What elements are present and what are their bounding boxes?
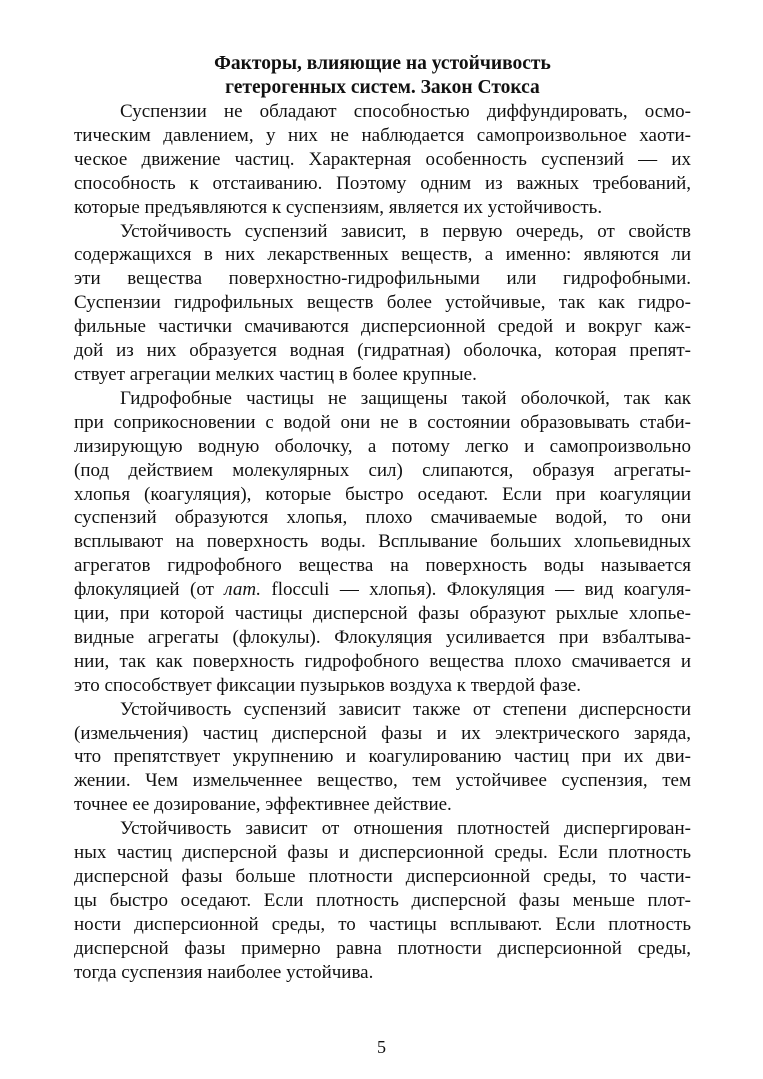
title-line-2: гетерогенных систем. Закон Стокса bbox=[225, 77, 540, 98]
text-line: тическим давлением, у них не наблюдается самопроизвольное хаоти- bbox=[74, 124, 691, 146]
text-line: которые предъявляются к суспензиям, является их устойчивость. bbox=[74, 196, 603, 218]
paragraph bbox=[74, 698, 691, 818]
latin-abbreviation: лат. bbox=[224, 579, 262, 601]
page-title bbox=[74, 52, 691, 100]
text-line: ных частиц дисперсной фазы и дисперсионной среды. Если плотность bbox=[74, 842, 691, 864]
page-number: 5 bbox=[377, 1037, 386, 1057]
text-line: способность к отстаиванию. Поэтому одним из важных требований, bbox=[74, 172, 691, 194]
paragraph bbox=[74, 817, 691, 984]
text-line: лизирующую водную оболочку, а потому легко и самопроизвольно bbox=[74, 435, 691, 457]
text-line: видные агрегаты (флокулы). Флокуляция усиливается при взбалтыва- bbox=[74, 626, 691, 648]
text-line: (измельчения) частиц дисперсной фазы и их электрического заряда, bbox=[74, 722, 691, 744]
text-line: ности дисперсионной среды, то частицы всплывают. Если плотность bbox=[74, 913, 691, 935]
text-line: фильные частички смачиваются дисперсионной средой и вокруг каж- bbox=[74, 316, 691, 338]
body-text bbox=[74, 100, 691, 985]
text-line: дисперсной фазы примерно равна плотности дисперсионной среды, bbox=[74, 937, 691, 959]
text-line: ческое движение частиц. Характерная особенность суспензий — их bbox=[74, 148, 691, 170]
text-line: агрегатов гидрофобного вещества на поверхность воды называется bbox=[74, 555, 691, 577]
text-line: цы быстро оседают. Если плотность дисперсной фазы меньше плот- bbox=[74, 889, 691, 911]
text-line: жении. Чем измельченнее вещество, тем устойчивее суспензия, тем bbox=[74, 770, 691, 792]
text-line: Устойчивость зависит от отношения плотностей диспергирован- bbox=[120, 818, 691, 840]
paragraph bbox=[74, 220, 691, 387]
text-line: Устойчивость суспензий зависит также от степени дисперсности bbox=[120, 698, 691, 720]
text-line: нии, так как поверхность гидрофобного вещества плохо смачивается и bbox=[74, 650, 691, 672]
text-line: дисперсной фазы больше плотности дисперсионной среды, то части- bbox=[74, 866, 691, 887]
text-line: всплывают на поверхность воды. Всплывание больших хлопьевидных bbox=[74, 531, 691, 553]
text-line: флокуляцией (от лат. flocculi — хлопья). Флокуляция — вид коагуля- bbox=[74, 579, 692, 601]
text-line: дой из них образуется водная (гидратная) оболочка, которая препят- bbox=[74, 340, 691, 362]
paragraph bbox=[74, 387, 691, 698]
text-line: тогда суспензия наиболее устойчива. bbox=[74, 961, 374, 983]
text-line: содержащихся в них лекарственных веществ, а именно: являются ли bbox=[74, 244, 691, 266]
paragraph bbox=[74, 100, 691, 220]
text-line: при соприкосновении с водой они не в состоянии образовывать стаби- bbox=[74, 411, 691, 433]
text-line: эти вещества поверхностно-гидрофильными или гидрофобными. bbox=[74, 268, 691, 290]
text-line: что препятствует укрупнению и коагулированию частиц при их дви- bbox=[74, 746, 691, 768]
text-line: хлопья (коагуляция), которые быстро оседают. Если при коагуляции bbox=[74, 483, 691, 505]
text-line: это способствует фиксации пузырьков воздуха к твердой фазе. bbox=[74, 674, 582, 696]
text-line: ции, при которой частицы дисперсной фазы образуют рыхлые хлопье- bbox=[74, 603, 691, 625]
text-line: (под действием молекулярных сил) слипаются, образуя агрегаты- bbox=[74, 459, 691, 481]
text-line: Суспензии гидрофильных веществ более устойчивые, так как гидро- bbox=[74, 292, 691, 314]
text-line: суспензий образуются хлопья, плохо смачиваемые водой, то они bbox=[74, 507, 691, 529]
text-line: ствует агрегации мелких частиц в более крупные. bbox=[74, 363, 477, 385]
title-line-1: Факторы, влияющие на устойчивость bbox=[214, 53, 551, 74]
document-page bbox=[74, 52, 691, 985]
text-line: Устойчивость суспензий зависит, в первую очередь, от свойств bbox=[120, 220, 691, 242]
text-line: Гидрофобные частицы не защищены такой оболочкой, так как bbox=[120, 387, 691, 409]
text-line: Суспензии не обладают способностью диффундировать, осмо- bbox=[120, 101, 691, 122]
text-line: точнее ее дозирование, эффективнее действие. bbox=[74, 794, 452, 816]
